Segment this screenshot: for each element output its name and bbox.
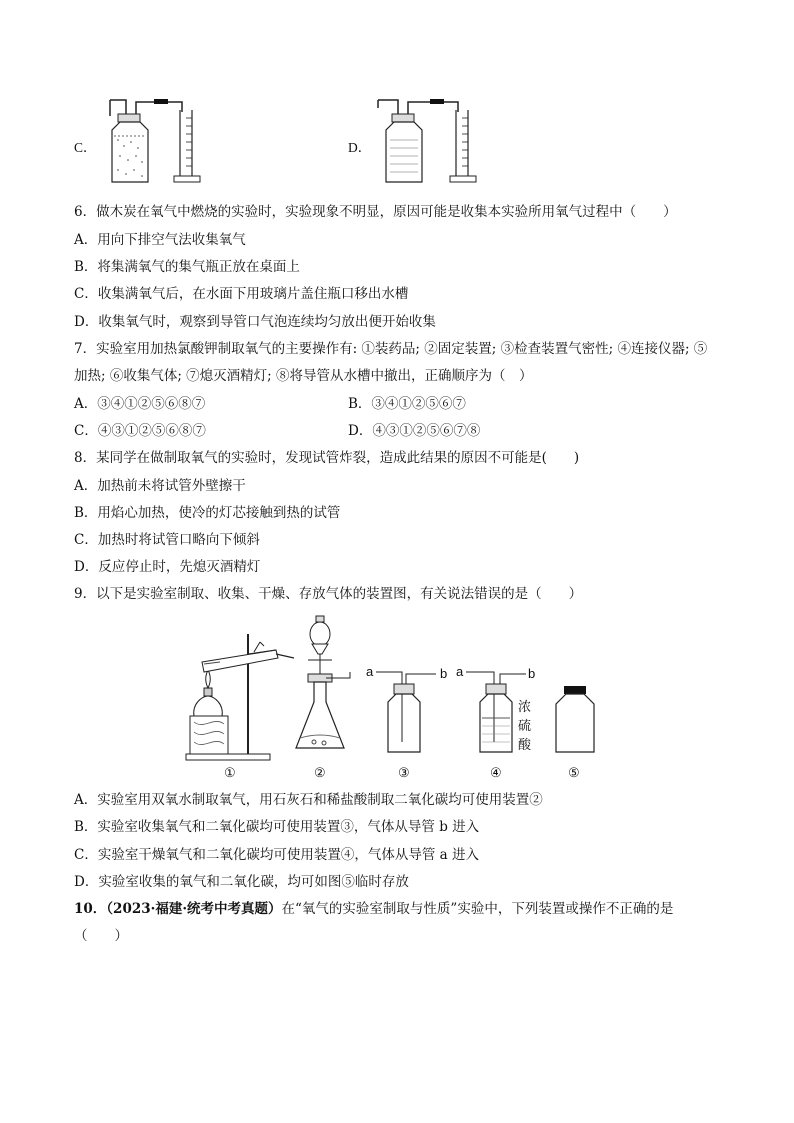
q9-label-2: ② — [314, 766, 326, 781]
q9-label-1: ① — [224, 766, 236, 781]
q7-option-b: B．③④①②⑤⑥⑦ — [348, 396, 466, 412]
q6-option-c: C．收集满氧气后，在水面下用玻璃片盖住瓶口移出水槽 — [74, 286, 409, 302]
q9-option-a: A．实验室用双氧水制取氧气，用石灰石和稀盐酸制取二氧化碳均可使用装置② — [74, 792, 543, 808]
q6-option-a: A．用向下排空气法收集氧气 — [74, 232, 246, 248]
apparatus-washing-bottle — [466, 672, 526, 752]
q9-option-c: C．实验室干燥氧气和二氧化碳均可使用装置④，气体从导管 a 进入 — [74, 847, 479, 863]
q9-apparatus-figure — [180, 612, 620, 784]
q10-number: 10． — [74, 901, 107, 917]
q7-stem-line1: 7．实验室用加热氯酸钾制取氧气的主要操作有: ①装药品; ②固定装置; ③检查装置气密性; ④连接仪器; ⑤ — [74, 341, 708, 357]
apparatus-gas-bottle — [376, 672, 436, 752]
q9-acid-label: 浓 硫 酸 — [518, 700, 532, 753]
q8-option-a: A．加热前未将试管外壁擦干 — [74, 478, 246, 494]
gas-bottle-cylinder-figure-d — [372, 96, 492, 188]
q9-label-3: ③ — [398, 766, 410, 781]
q9-option-d: D．实验室收集的氧气和二氧化碳，均可如图⑤临时存放 — [74, 874, 409, 890]
q7-option-a: A．③④①②⑤⑥⑧⑦ — [74, 396, 206, 412]
q10-stem-line — [74, 899, 673, 919]
q9-port-b-3: b — [440, 666, 448, 681]
q9-label-4: ④ — [490, 766, 502, 781]
q9-label-5: ⑤ — [568, 766, 580, 781]
q10-source: （2023·福建·统考中考真题） — [106, 901, 282, 917]
gas-bottle-cylinder-figure-c — [98, 96, 218, 188]
q9-option-b: B．实验室收集氧气和二氧化碳均可使用装置③，气体从导管 b 进入 — [74, 819, 480, 835]
option-c-label: C． — [74, 140, 97, 155]
q9-port-a-4: a — [456, 664, 464, 679]
apparatus-heating — [186, 634, 294, 760]
q8-option-d: D．反应停止时，先熄灭酒精灯 — [74, 559, 261, 575]
q8-option-b: B．用焰心加热，使冷的灯芯接触到热的试管 — [74, 505, 341, 521]
apparatus-storage-bottle — [556, 686, 594, 752]
q8-stem: 8．某同学在做制取氧气的实验时，发现试管炸裂，造成此结果的原因不可能是( ) — [74, 450, 580, 466]
q9-port-a-3: a — [366, 664, 374, 679]
q6-option-d: D．收集氧气时，观察到导管口气泡连续均匀放出便开始收集 — [74, 314, 436, 330]
q6-option-b: B．将集满氧气的集气瓶正放在桌面上 — [74, 259, 300, 275]
q9-stem: 9．以下是实验室制取、收集、干燥、存放气体的装置图，有关说法错误的是（ ） — [74, 586, 583, 602]
q7-option-d: D．④③①②⑤⑥⑦⑧ — [348, 423, 481, 439]
q9-port-b-4: b — [528, 666, 536, 681]
q6-stem: 6．做木炭在氧气中燃烧的实验时，实验现象不明显，原因可能是收集本实验所用氧气过程中（ ） — [74, 204, 677, 220]
q10-stem: 在“氧气的实验室制取与性质”实验中，下列装置或操作不正确的是 — [281, 901, 674, 917]
q7-stem-line2: 加热; ⑥收集气体; ⑦熄灭酒精灯; ⑧将导管从水槽中撤出，正确顺序为（ ） — [74, 368, 533, 384]
q8-option-c: C．加热时将试管口略向下倾斜 — [74, 532, 260, 548]
apparatus-flask-funnel — [296, 616, 350, 748]
q7-option-c: C．④③①②⑤⑥⑧⑦ — [74, 423, 206, 439]
option-d-label: D． — [348, 140, 372, 155]
q10-paren: （ ） — [74, 928, 128, 944]
